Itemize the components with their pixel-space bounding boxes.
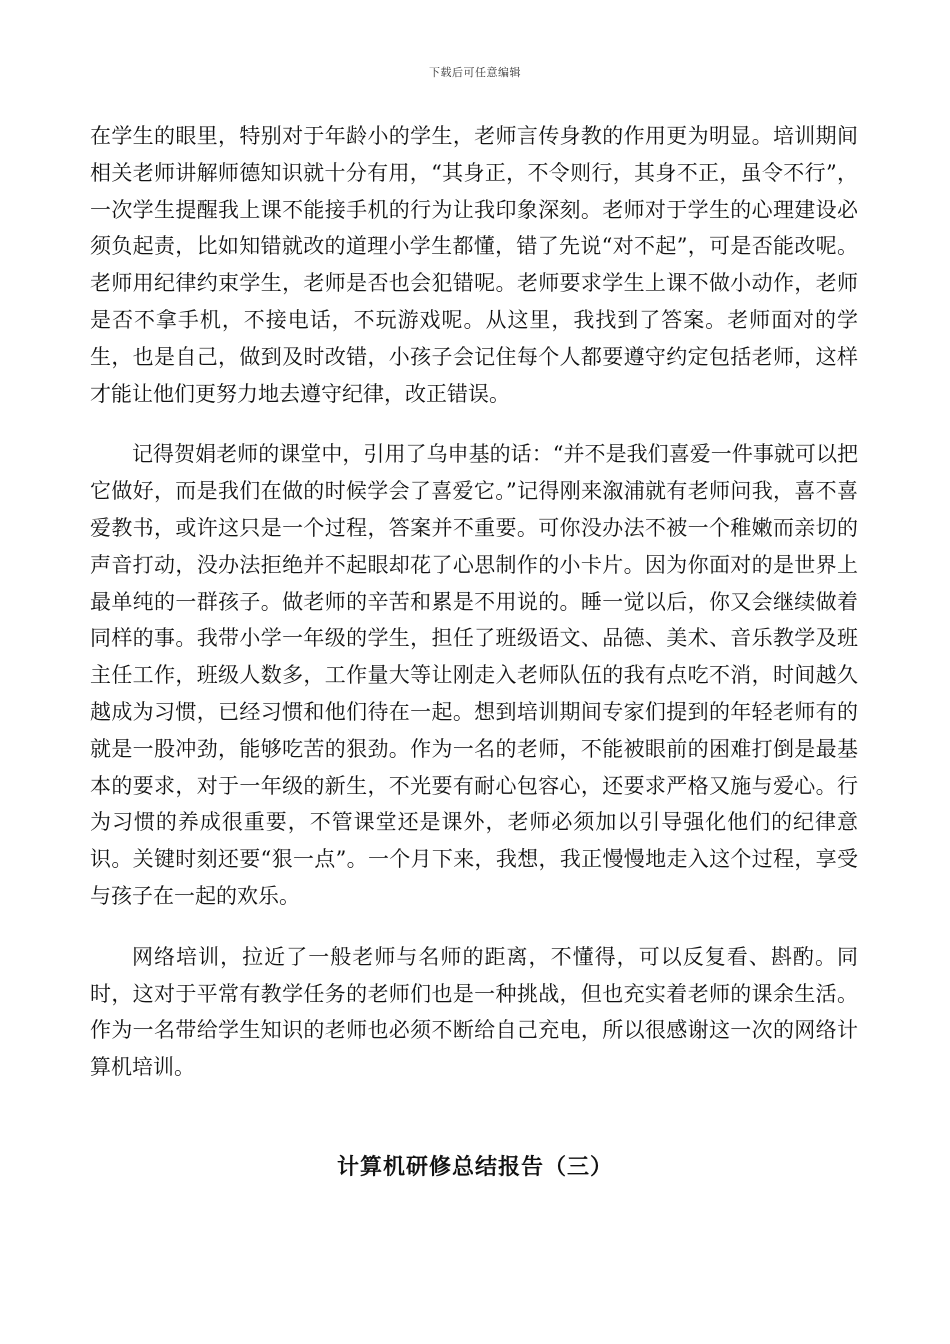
document-body [90,118,858,1086]
paragraph-1: 在学生的眼里，特别对于年龄小的学生，老师言传身教的作用更为明显。培训期间相关老师讲解师德知识就十分有用，“其身正，不令则行，其身不正，虽令不行”，一次学生提醒我上课不能接手机的行为让我印象深刻。老师对于学生的心理建设必须负起责，比如知错就改的道理小学生都懂，错了先说“对不起”，可是否能改呢。老师用纪律约束学生，老师是否也会犯错呢。老师要求学生上课不做小动作，老师是否不拿手机，不接电话，不玩游戏呢。从这里，我找到了答案。老师面对的学生，也是自己，做到及时改错，小孩子会记住每个人都要遵守约定包括老师，这样才能让他们更努力地去遵守纪律，改正错误。 [90,124,858,406]
paragraph-2: 记得贺娟老师的课堂中，引用了乌申基的话：“并不是我们喜爱一件事就可以把它做好，而是我们在做的时候学会了喜爱它。”记得刚来溆浦就有老师问我，喜不喜爱教书，或许这只是一个过程，答案并不重要。可你没办法不被一个稚嫩而亲切的声音打动，没办法拒绝并不起眼却花了心思制作的小卡片。因为你面对的是世界上最单纯的一群孩子。做老师的辛苦和累是不用说的。睡一觉以后，你又会继续做着同样的事。我带小学一年级的学生，担任了班级语文、品德、美术、音乐教学及班主任工作，班级人数多，工作量大等让刚走入老师队伍的我有点吃不消，时间越久越成为习惯，已经习惯和他们待在一起。想到培训期间专家们提到的年轻老师有的就是一股冲劲，能够吃苦的狠劲。作为一名的老师，不能被眼前的困难打倒是最基本的要求，对于一年级的新生，不光要有耐心包容心，还要求严格又施与爱心。行为习惯的养成很重要，不管课堂还是课外，老师必须加以引导强化他们的纪律意识。关键时刻还要“狠一点”。一个月下来，我想，我正慢慢地走入这个过程，享受与孩子在一起的欢乐。 [90,442,858,908]
paragraph-3: 网络培训，拉近了一般老师与名师的距离，不懂得，可以反复看、斟酌。同时，这对于平常有教学任务的老师们也是一种挑战，但也充实着老师的课余生活。作为一名带给学生知识的老师也必须不断给自己充电，所以很感谢这一次的网络计算机培训。 [90,944,858,1080]
page-header: 下载后可任意编辑 [429,66,521,79]
section-title: 计算机研修总结报告（三） [336,1154,613,1180]
